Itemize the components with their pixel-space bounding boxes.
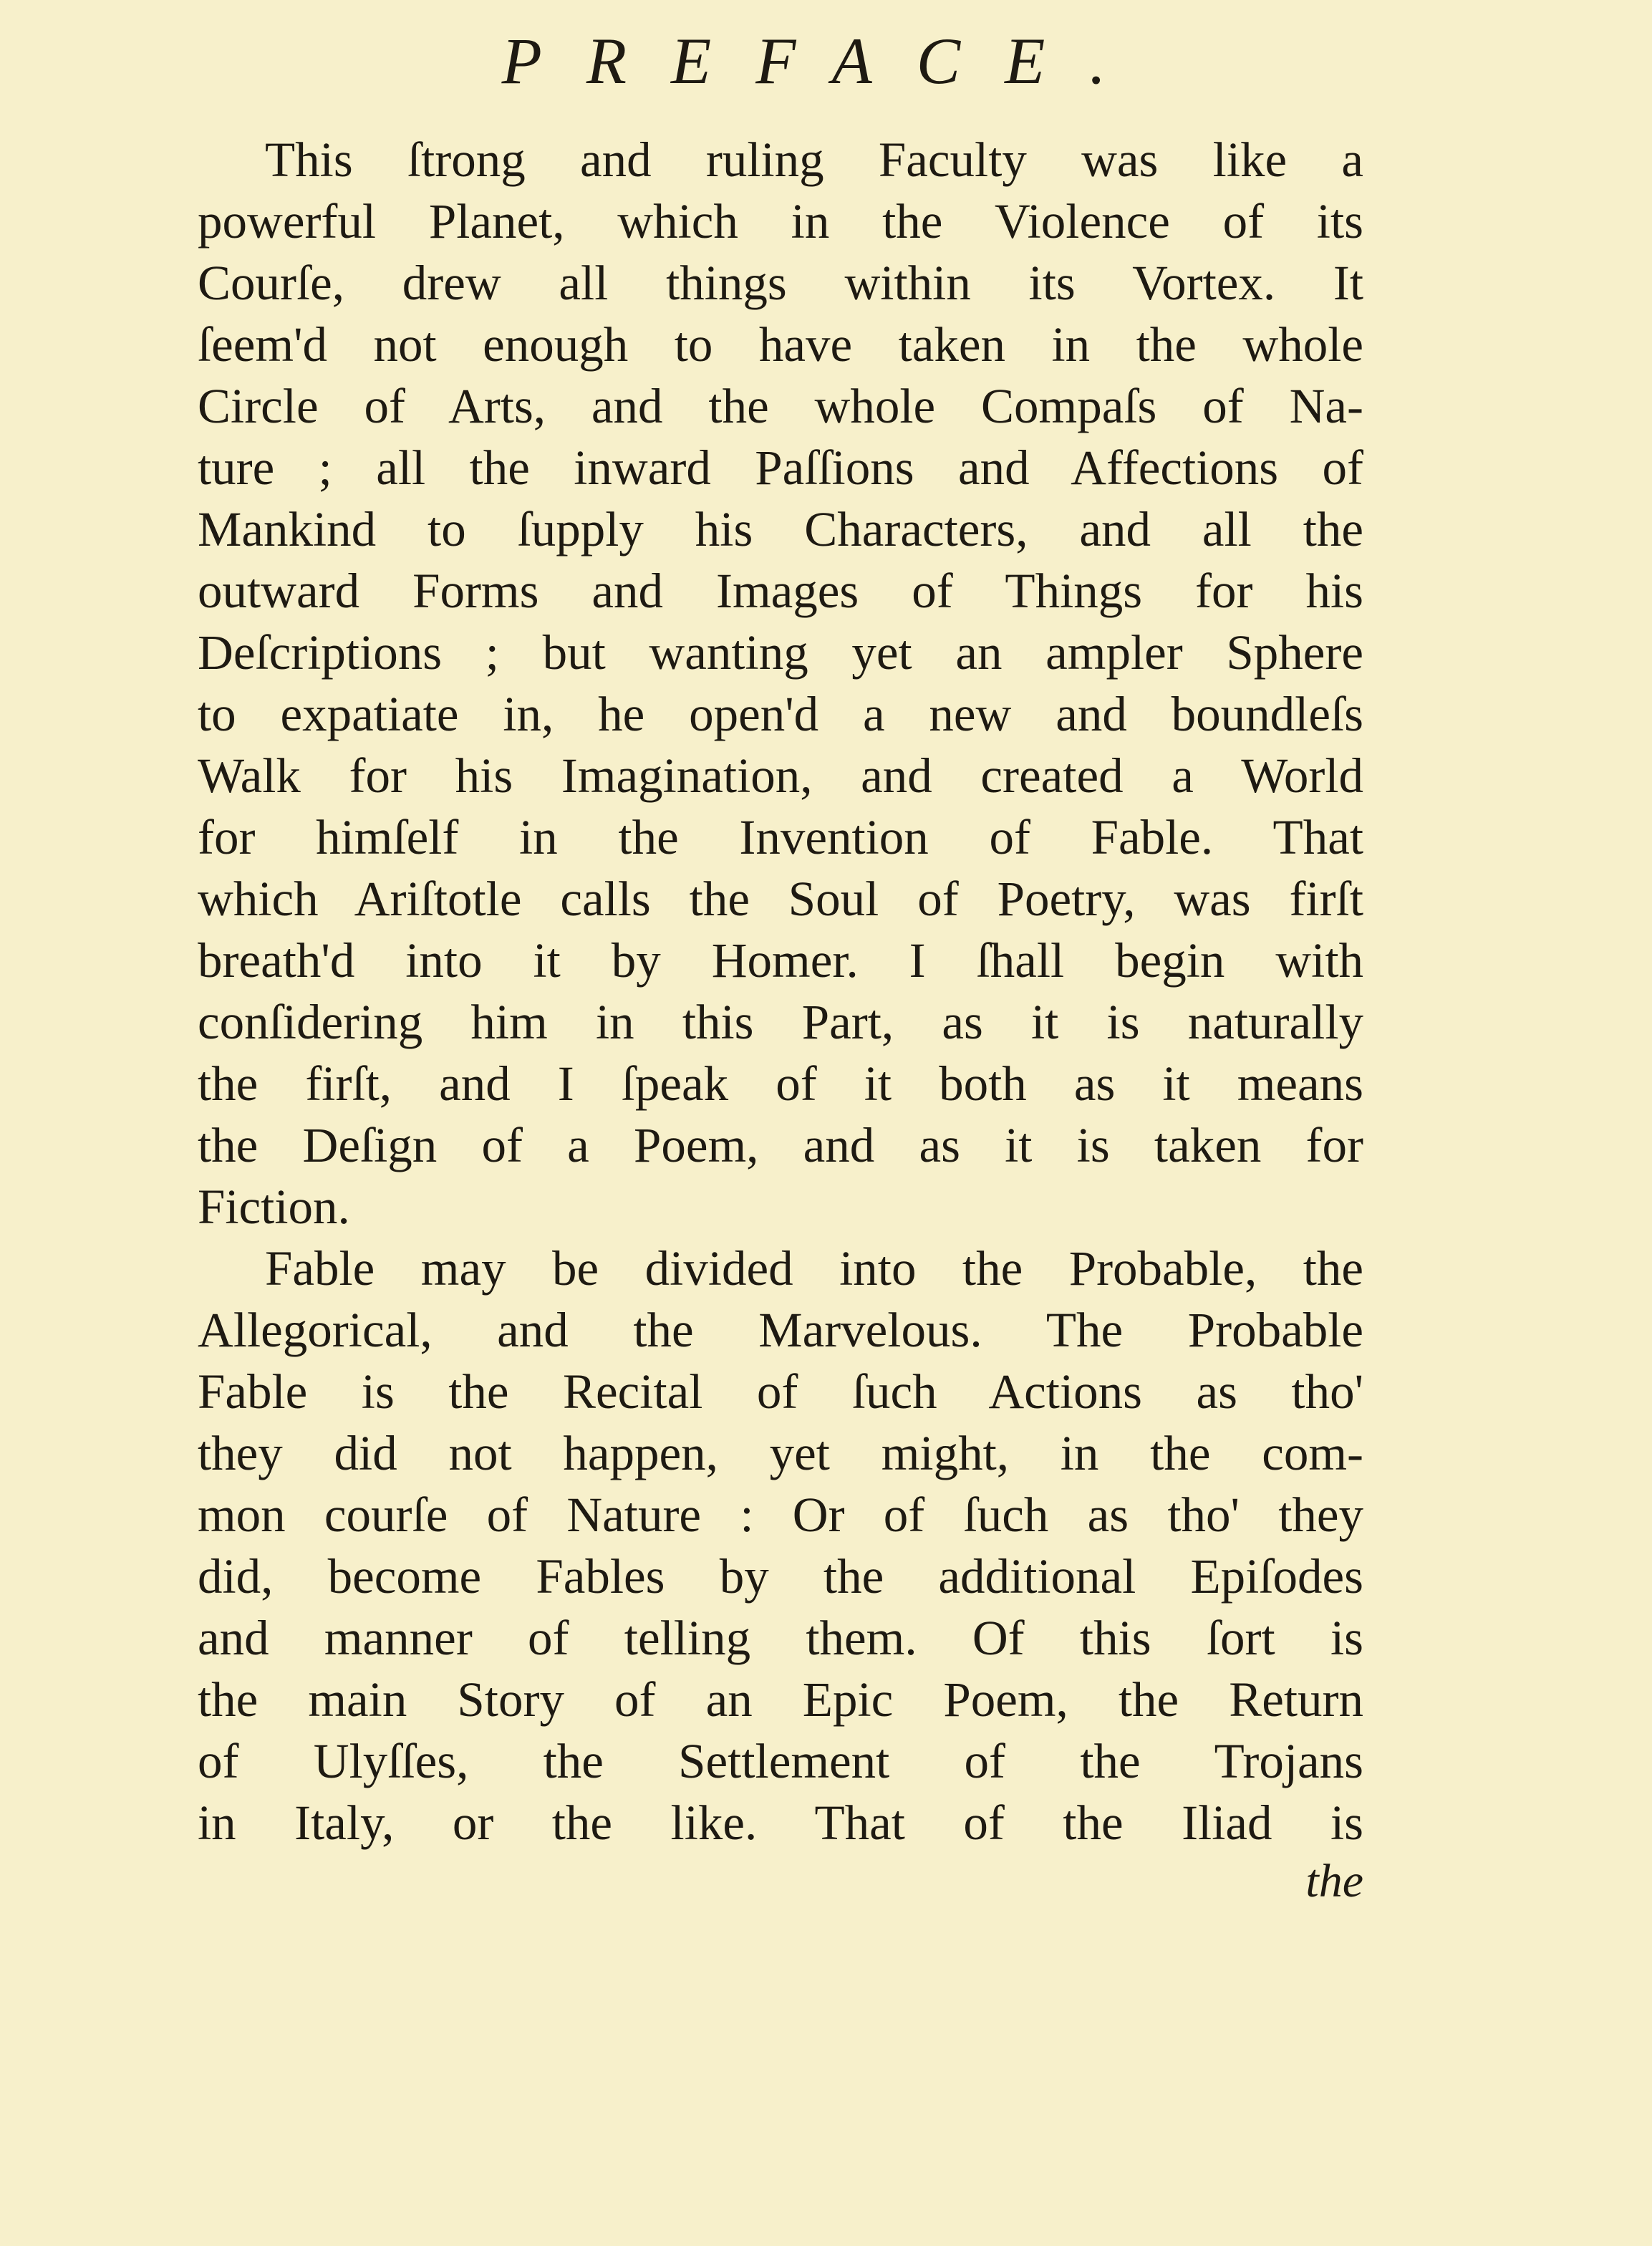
text-line: the main Story of an Epic Poem, the Return [198, 1672, 1363, 1727]
text-line: ture ; all the inward Paſſions and Affections of [198, 440, 1363, 495]
text-line: and manner of telling them. Of this ſort is [198, 1611, 1363, 1665]
text-line: outward Forms and Images of Things for his [198, 564, 1363, 618]
text-line: the Deſign of a Poem, and as it is taken for [198, 1118, 1363, 1172]
text-line: they did not happen, yet might, in the com- [198, 1426, 1363, 1480]
text-line: breath'd into it by Homer. I ſhall begin with [198, 933, 1363, 988]
text-line: Circle of Arts, and the whole Compaſs of Na- [198, 379, 1363, 433]
text-line: powerful Planet, which in the Violence of its [198, 194, 1363, 249]
text-line: Fable may be divided into the Probable, the [265, 1241, 1363, 1296]
text-line: of Ulyſſes, the Settlement of the Trojans [198, 1734, 1363, 1788]
text-line: Fable is the Recital of ſuch Actions as tho' [198, 1364, 1363, 1419]
text-line: to expatiate in, he open'd a new and boundleſs [198, 687, 1363, 741]
text-line: Mankind to ſupply his Characters, and all the [198, 502, 1363, 556]
catchword: the [1305, 1855, 1363, 1907]
text-line: for himſelf in the Invention of Fable. That [198, 810, 1363, 864]
text-line: in Italy, or the like. That of the Iliad is [198, 1796, 1363, 1850]
text-line: which Ariſtotle calls the Soul of Poetry, was firſt [198, 872, 1363, 926]
text-line: Deſcriptions ; but wanting yet an ampler Sphere [198, 625, 1363, 680]
text-line: Fiction. [198, 1180, 350, 1234]
text-line: This ſtrong and ruling Faculty was like a [265, 132, 1363, 187]
text-line: mon courſe of Nature : Or of ſuch as tho' they [198, 1488, 1363, 1542]
text-line: did, become Fables by the additional Epiſodes [198, 1549, 1363, 1604]
page-title: PREFACE. [501, 24, 1151, 97]
text-line: conſidering him in this Part, as it is naturally [198, 995, 1363, 1049]
text-line: ſeem'd not enough to have taken in the whole [198, 317, 1363, 372]
text-line: Courſe, drew all things within its Vortex. It [198, 256, 1363, 310]
text-line: Allegorical, and the Marvelous. The Probable [198, 1303, 1363, 1357]
text-line: the firſt, and I ſpeak of it both as it means [198, 1056, 1363, 1111]
text-line: Walk for his Imagination, and created a World [198, 748, 1363, 803]
